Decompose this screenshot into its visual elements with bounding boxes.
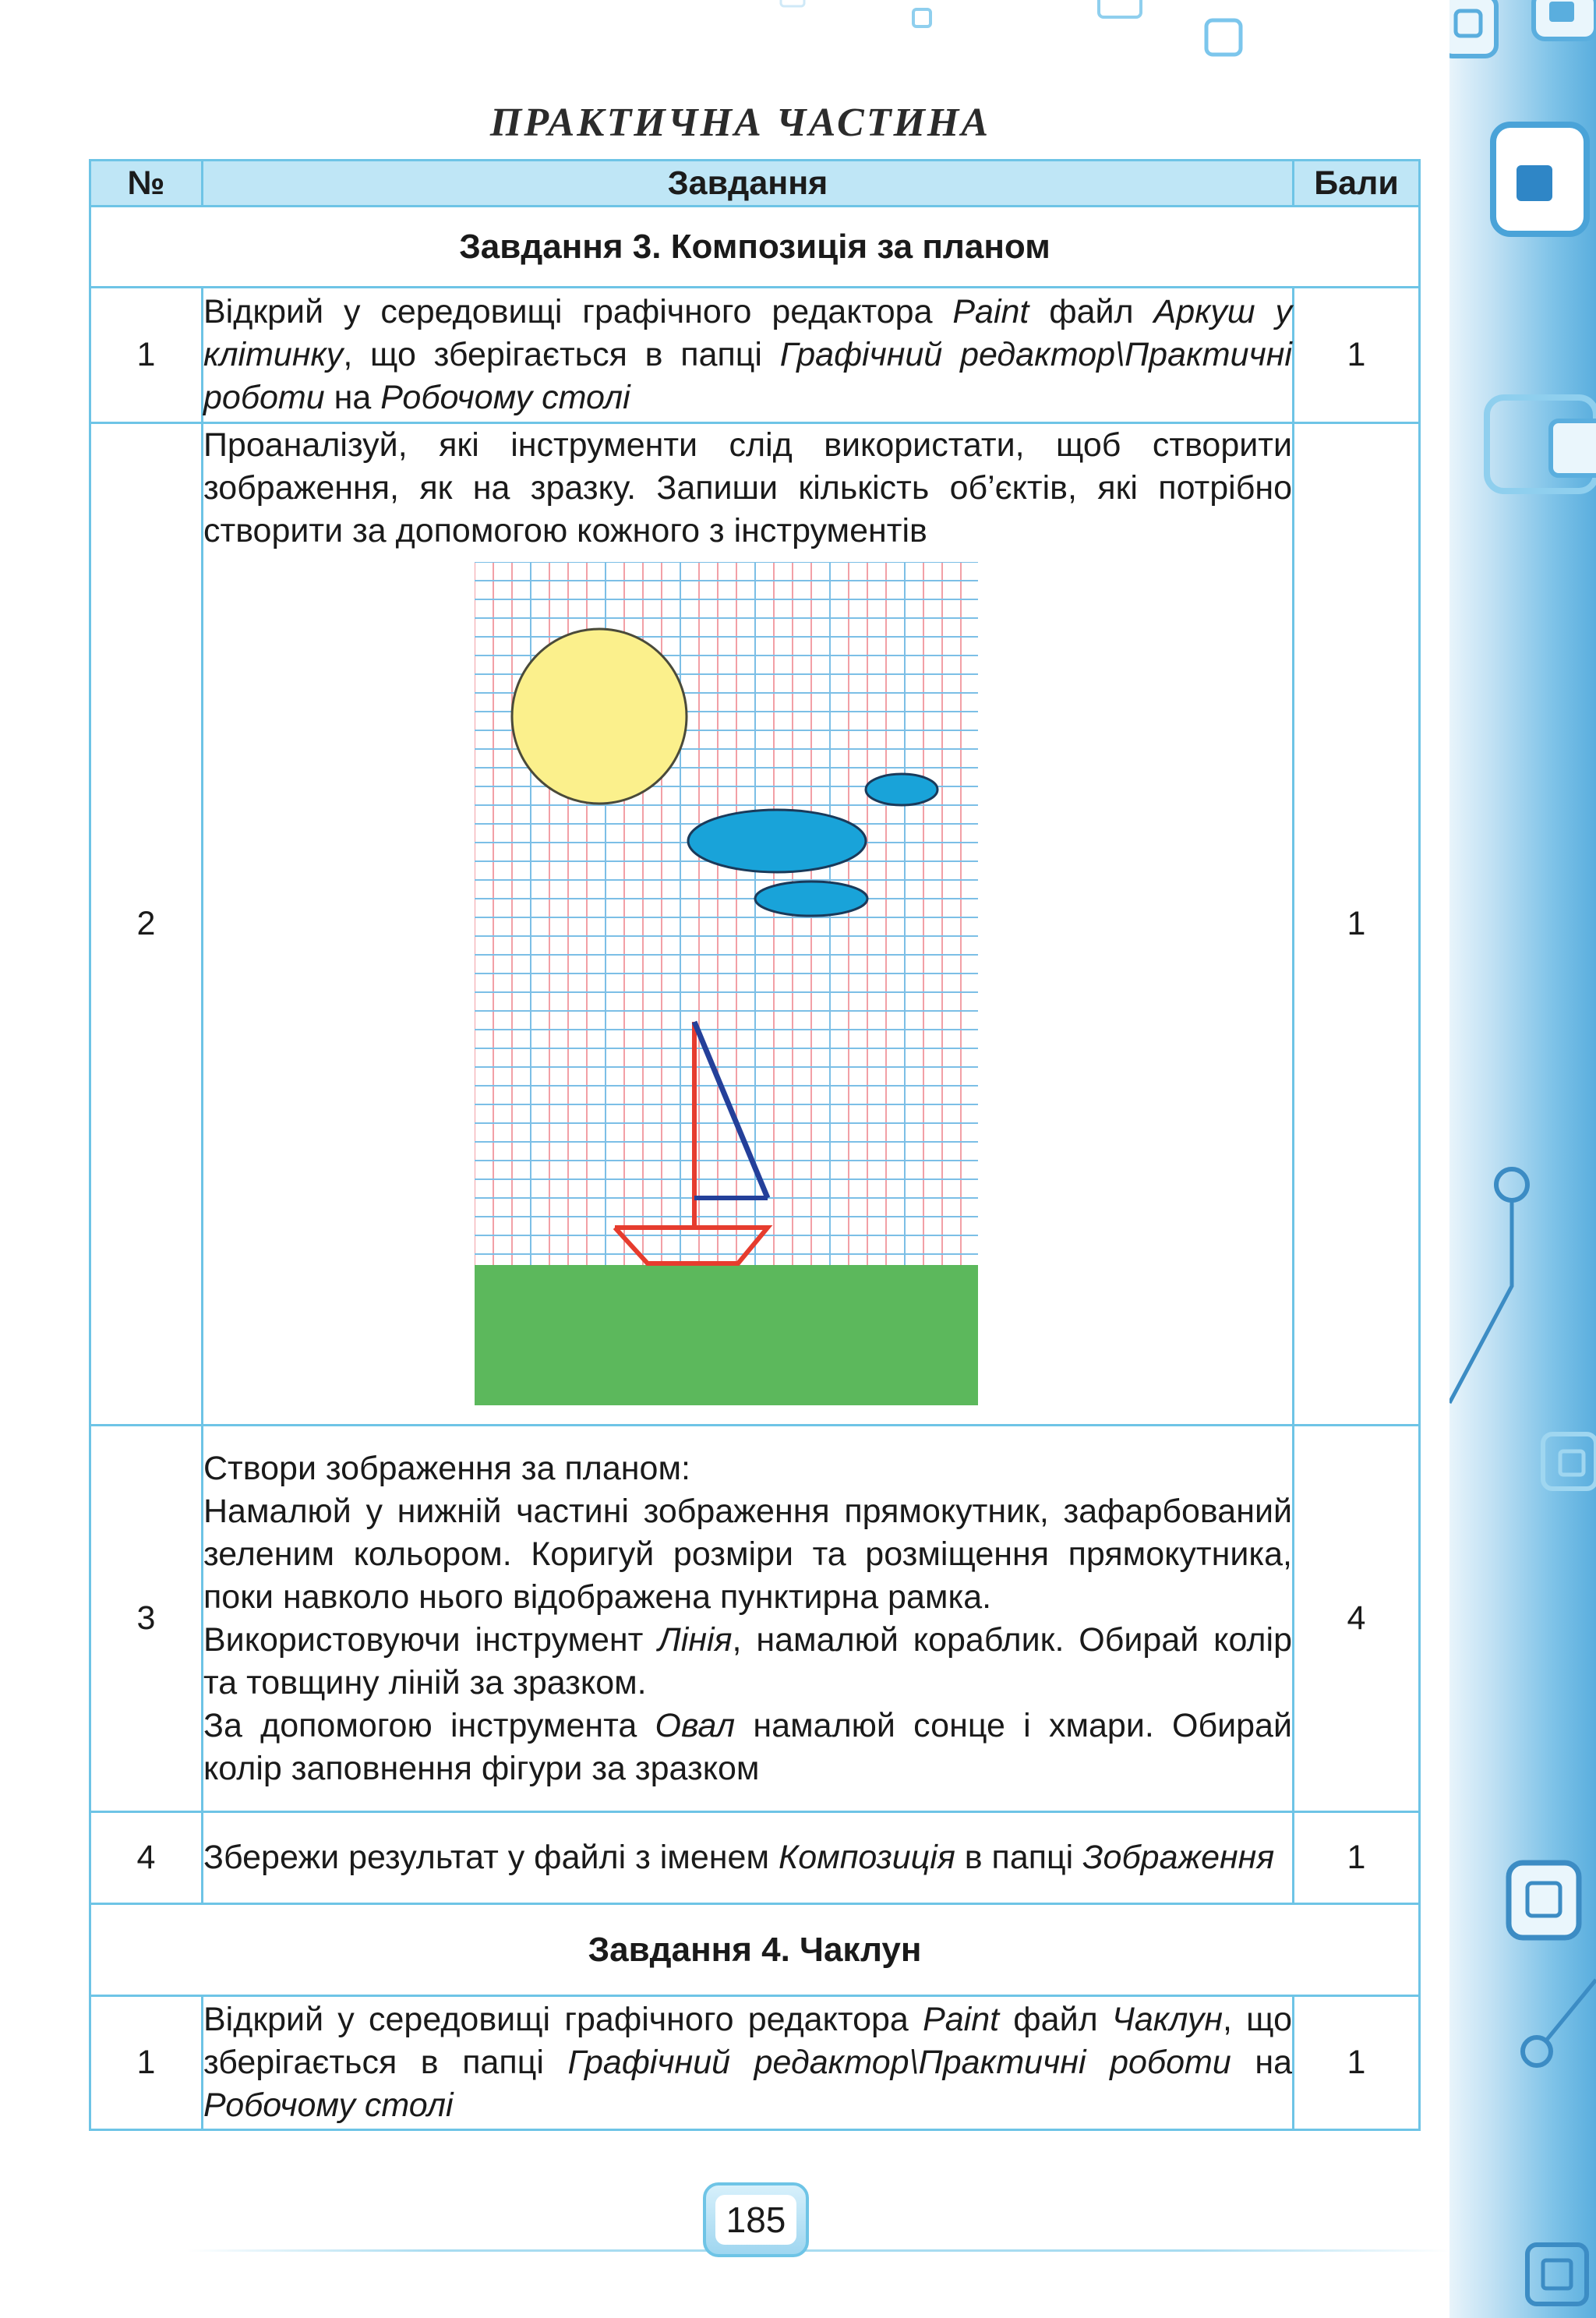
green-rectangle xyxy=(475,1265,978,1405)
header-number: № xyxy=(90,161,203,207)
italic-term: Paint xyxy=(952,293,1029,330)
page-number-badge xyxy=(703,2182,809,2257)
task-paragraph xyxy=(203,1705,1292,1790)
italic-term: Лінія xyxy=(658,1620,733,1659)
page-title: ПРАКТИЧНА ЧАСТИНА xyxy=(489,101,991,145)
task-text xyxy=(203,1426,1294,1812)
task-points: 1 xyxy=(1294,423,1420,1426)
italic-term: Овал xyxy=(655,1706,736,1744)
italic-term: Композиція xyxy=(778,1839,955,1876)
task-points: 4 xyxy=(1294,1426,1420,1812)
footer-line xyxy=(187,2249,1449,2252)
sun-oval xyxy=(512,629,687,804)
text-segment: Намалюй у нижній частині зображення прямокутник, зафарбований зеленим кольором. Коригуй розміри та розміщення прямокутника, поки навколо нього відображена пунктирна рамка. xyxy=(203,1492,1292,1616)
table-header-row xyxy=(90,161,1420,207)
circuit-decoration xyxy=(1449,0,1596,2318)
task-paragraph xyxy=(203,1447,1292,1490)
text-segment: , що зберігається в папці xyxy=(203,2001,1292,2081)
italic-term: Графічний редактор\Практичні роботи xyxy=(567,2044,1231,2081)
italic-term: Графічний редактор\Практичні роботи xyxy=(203,336,1292,416)
text-segment: Створи зображення за планом: xyxy=(203,1449,690,1487)
section-title: Завдання 3. Композиція за планом xyxy=(90,207,1420,288)
text-segment: , намалюй кораблик. Обирай колір та товщину ліній за зразком. xyxy=(203,1620,1292,1701)
text-segment: За допомогою інструмента xyxy=(203,1706,655,1744)
task-text xyxy=(203,288,1294,423)
task-paragraph xyxy=(203,1619,1292,1705)
header-task: Завдання xyxy=(203,161,1294,207)
section-row xyxy=(90,1904,1420,1996)
task-number: 3 xyxy=(90,1426,203,1812)
italic-term: Чаклун xyxy=(1111,2001,1223,2038)
text-segment: Відкрий у середовищі графічного редактора xyxy=(203,2001,923,2038)
italic-term: Робочому столі xyxy=(380,379,630,416)
cloud-oval xyxy=(688,810,866,872)
task-text xyxy=(203,1812,1294,1904)
table-row xyxy=(90,423,1420,1426)
text-segment: файл xyxy=(1029,293,1154,330)
task-text xyxy=(203,424,1292,553)
text-segment: Проаналізуй, які інструменти слід використати, щоб створити зображення, як на зразку. Запиши кількість об’єктів, які потрібно створити за допомогою кожного з інструментів xyxy=(203,426,1292,549)
task-number: 4 xyxy=(90,1812,203,1904)
cloud-oval xyxy=(866,774,937,805)
task-number: 2 xyxy=(90,423,203,1426)
text-segment: в папці xyxy=(955,1839,1083,1876)
italic-term: Paint xyxy=(923,2001,1000,2038)
task-number: 1 xyxy=(90,288,203,423)
task-points: 1 xyxy=(1294,288,1420,423)
italic-term: Зображення xyxy=(1082,1839,1275,1876)
table-row xyxy=(90,288,1420,423)
text-segment: Використовуючи інструмент xyxy=(203,1620,659,1659)
table-row xyxy=(90,1426,1420,1812)
task-paragraph xyxy=(203,1490,1292,1619)
table-row xyxy=(90,1996,1420,2130)
italic-term: Робочому столі xyxy=(203,2087,454,2124)
page-number: 185 xyxy=(715,2195,796,2245)
task-points: 1 xyxy=(1294,1996,1420,2130)
table-row xyxy=(90,1812,1420,1904)
task-text xyxy=(203,1996,1294,2130)
header-points: Бали xyxy=(1294,161,1420,207)
text-segment: Відкрий у середовищі графічного редактора xyxy=(203,293,953,330)
decorative-side-band xyxy=(1449,0,1596,2318)
task-cell xyxy=(203,423,1294,1426)
boat-hull-line xyxy=(615,1228,768,1263)
section-title: Завдання 4. Чаклун xyxy=(90,1904,1420,1996)
text-segment: намалюй сонце і хмари. Обирай колір заповнення фігури за зразком xyxy=(203,1706,1292,1787)
cloud-oval xyxy=(755,882,867,916)
text-segment: на xyxy=(324,379,381,416)
task-number: 1 xyxy=(90,1996,203,2130)
italic-term: Аркуш у клітинку xyxy=(203,293,1292,373)
text-segment: , що зберігається в папці xyxy=(343,336,780,373)
text-segment: Збережи результат у файлі з іменем xyxy=(203,1839,779,1876)
section-row xyxy=(90,207,1420,288)
tasks-table xyxy=(89,159,1421,2131)
task-points: 1 xyxy=(1294,1812,1420,1904)
sample-image xyxy=(203,553,1292,1410)
text-segment: на xyxy=(1231,2044,1293,2081)
decorative-squares xyxy=(0,0,1449,70)
text-segment: файл xyxy=(999,2001,1112,2038)
sample-drawing xyxy=(475,562,978,1405)
